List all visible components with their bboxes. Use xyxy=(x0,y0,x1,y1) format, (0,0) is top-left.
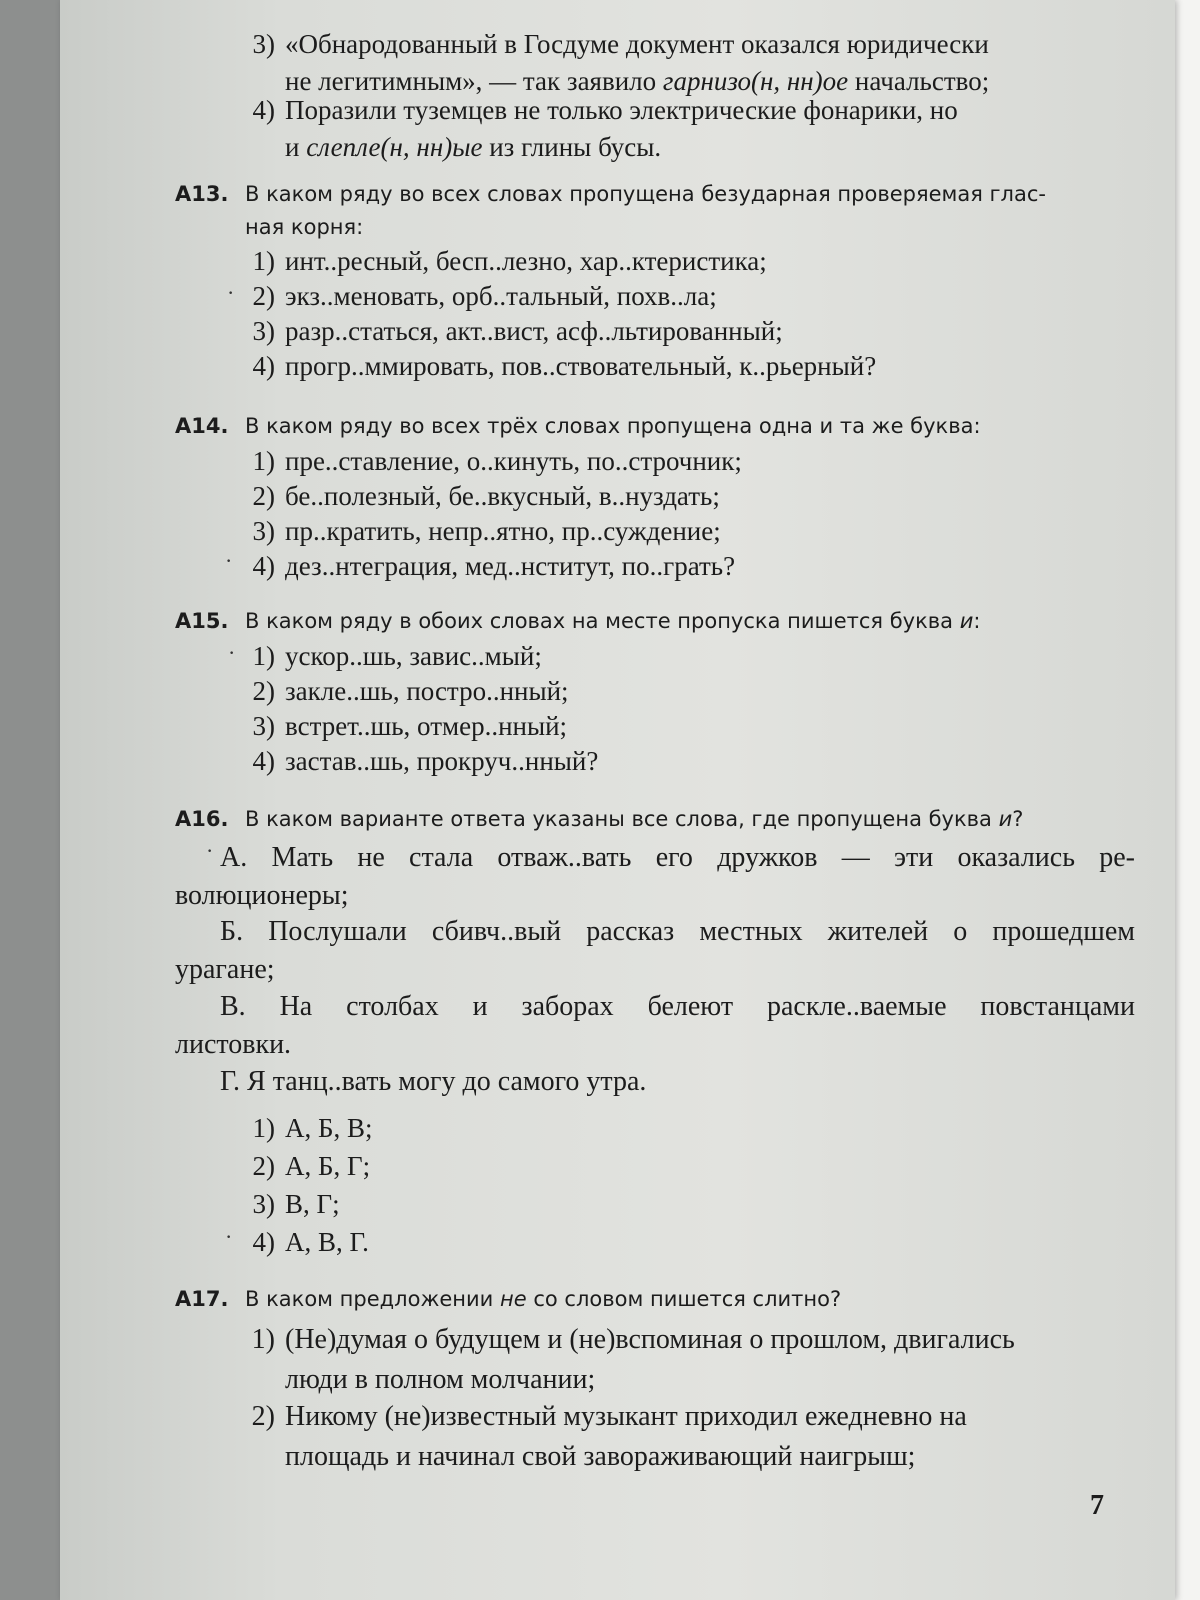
a16-option-3 xyxy=(235,1186,340,1223)
option-text-line2: люди в полном молчании; xyxy=(285,1364,596,1395)
text-part: В каком варианте ответа указаны все слова, где пропущена буква xyxy=(245,807,999,831)
option-text: А, Б, В; xyxy=(285,1113,373,1143)
pencil-mark: · xyxy=(206,838,214,863)
a14-option-3 xyxy=(235,513,721,550)
a16-option-4 xyxy=(235,1224,369,1261)
question-number: А15. xyxy=(175,609,229,633)
option-text: закле..шь, постро..нный; xyxy=(285,676,569,706)
question-text-line2: ная корня: xyxy=(245,215,364,239)
option-text: встрет..шь, отмер..нный; xyxy=(285,711,568,741)
option-text-line1: Поразили туземцев не только электрические фонарики, но xyxy=(285,95,958,125)
option-text-line1: «Обнародованный в Госдуме документ оказался юридически xyxy=(285,29,989,59)
italic-text-part: и xyxy=(998,807,1013,831)
option-number: 4) xyxy=(252,551,275,581)
sentence-line1: В. На столбах и заборах белеют раскле..ваемые повстанцами xyxy=(220,991,1135,1022)
sentence-line1: Б. Послушали сбивч..вый рассказ местных жителей о прошедшем xyxy=(220,916,1135,947)
a17-option-1 xyxy=(235,1318,1155,1402)
option-number: 1) xyxy=(251,1324,275,1355)
pencil-mark: · xyxy=(225,548,233,573)
sentence-line1: Г. Я танц..вать могу до самого утра. xyxy=(220,1066,647,1097)
question-text xyxy=(245,1287,841,1311)
page-number: 7 xyxy=(1090,1490,1104,1521)
question-a17 xyxy=(175,1283,841,1316)
italic-text-part: не xyxy=(500,1287,527,1311)
question-text xyxy=(245,807,1023,831)
text-part: и xyxy=(285,132,307,162)
a12-option-4 xyxy=(235,92,1135,166)
sentence-line2: листовки. xyxy=(175,1029,292,1060)
option-number: 3) xyxy=(252,516,275,546)
option-number: 4) xyxy=(252,351,275,381)
option-number: 2) xyxy=(252,481,275,511)
option-number: 3) xyxy=(252,29,275,59)
question-number: А13. xyxy=(175,182,229,206)
a13-option-4 xyxy=(235,348,876,385)
option-text-line2 xyxy=(285,129,1135,166)
a17-option-2 xyxy=(235,1395,1155,1479)
question-a15 xyxy=(175,605,980,638)
a13-option-3 xyxy=(235,313,783,350)
a14-option-4 xyxy=(235,548,735,585)
option-number: 2) xyxy=(252,1151,275,1181)
text-part: ? xyxy=(1012,807,1024,831)
a15-option-1 xyxy=(235,638,542,675)
question-a13 xyxy=(175,178,1115,244)
option-text: А, Б, Г; xyxy=(285,1151,371,1181)
a16-sentence-a xyxy=(175,836,1135,918)
a14-option-1 xyxy=(235,443,742,480)
italic-text-part: гарнизо(н, нн)ое xyxy=(662,66,849,96)
option-number: 4) xyxy=(252,746,275,776)
a15-option-2 xyxy=(235,673,569,710)
background-surface xyxy=(1175,0,1200,1600)
option-text: разр..статься, акт..вист, асф..льтированный; xyxy=(285,316,783,346)
a13-option-2 xyxy=(235,278,717,315)
option-number: 4) xyxy=(252,1227,275,1257)
option-number: 3) xyxy=(252,1189,275,1219)
option-text: застав..шь, прокруч..нный? xyxy=(285,746,599,776)
italic-text-part: и xyxy=(959,609,974,633)
pencil-mark: · xyxy=(228,640,236,665)
book-page xyxy=(60,0,1175,1600)
a14-option-2 xyxy=(235,478,720,515)
pencil-mark: · xyxy=(225,1224,233,1249)
option-number: 4) xyxy=(252,95,275,125)
option-text: ускор..шь, завис..мый; xyxy=(285,641,542,671)
a16-option-1 xyxy=(235,1110,373,1147)
option-text-line1: (Не)думая о будущем и (не)вспоминая о прошлом, двигались xyxy=(285,1324,1015,1355)
option-number: 1) xyxy=(252,641,275,671)
option-text: бе..полезный, бе..вкусный, в..нуздать; xyxy=(285,481,720,511)
text-part: В каком предложении xyxy=(245,1287,500,1311)
option-number: 3) xyxy=(252,711,275,741)
option-number: 2) xyxy=(252,281,275,311)
text-part: В каком ряду в обоих словах на месте пропуска пишется буква xyxy=(245,609,960,633)
option-text: дез..нтеграция, мед..нститут, по..грать? xyxy=(285,551,736,581)
option-text: пре..ставление, о..кинуть, по..строчник; xyxy=(285,446,742,476)
a12-option-3 xyxy=(235,26,1135,100)
sentence-line2: волюционеры; xyxy=(175,880,349,911)
option-number: 2) xyxy=(251,1401,275,1432)
option-text: инт..ресный, бесп..лезно, хар..ктеристика; xyxy=(285,246,767,276)
a13-option-1 xyxy=(235,243,767,280)
option-number: 3) xyxy=(252,316,275,346)
sentence-line1: А. Мать не стала отваж..вать его дружков — эти оказались ре- xyxy=(220,842,1135,873)
option-text: А, В, Г. xyxy=(285,1227,369,1257)
pencil-mark: · xyxy=(227,280,235,305)
italic-text-part: слепле(н, нн)ые xyxy=(306,132,483,162)
question-a14 xyxy=(175,410,981,443)
a15-option-4 xyxy=(235,743,598,780)
option-text-line1: Никому (не)известный музыкант приходил ежедневно на xyxy=(285,1401,967,1432)
option-text-line2: площадь и начинал свой завораживающий наигрыш; xyxy=(285,1441,916,1472)
question-text-line1: В каком ряду во всех словах пропущена безударная проверяемая глас- xyxy=(245,182,1046,206)
option-number: 1) xyxy=(252,1113,275,1143)
text-part: не легитимным», — так заявило xyxy=(285,66,663,96)
option-text: пр..кратить, непр..ятно, пр..суждение; xyxy=(285,516,721,546)
text-part: : xyxy=(973,609,981,633)
option-number: 2) xyxy=(252,676,275,706)
option-number: 1) xyxy=(252,446,275,476)
a16-sentence-g xyxy=(175,1060,1135,1104)
question-a16 xyxy=(175,803,1023,836)
a16-sentence-b xyxy=(175,910,1135,992)
a16-option-2 xyxy=(235,1148,370,1185)
option-text: В, Г; xyxy=(285,1189,340,1219)
question-text xyxy=(245,609,980,633)
a15-option-3 xyxy=(235,708,567,745)
question-number: А14. xyxy=(175,414,229,438)
text-part: из глины бусы. xyxy=(482,132,662,162)
text-part: начальство; xyxy=(848,66,990,96)
question-number: А17. xyxy=(175,1287,229,1311)
option-text: экз..меновать, орб..тальный, похв..ла; xyxy=(285,281,717,311)
text-part: со словом пишется слитно? xyxy=(526,1287,842,1311)
question-text: В каком ряду во всех трёх словах пропущена одна и та же буква: xyxy=(245,414,981,438)
option-number: 1) xyxy=(252,246,275,276)
a16-sentence-v xyxy=(175,985,1135,1067)
sentence-line2: урагане; xyxy=(175,954,275,985)
option-text: прогр..ммировать, пов..ствовательный, к..рьерный? xyxy=(285,351,877,381)
question-number: А16. xyxy=(175,807,229,831)
